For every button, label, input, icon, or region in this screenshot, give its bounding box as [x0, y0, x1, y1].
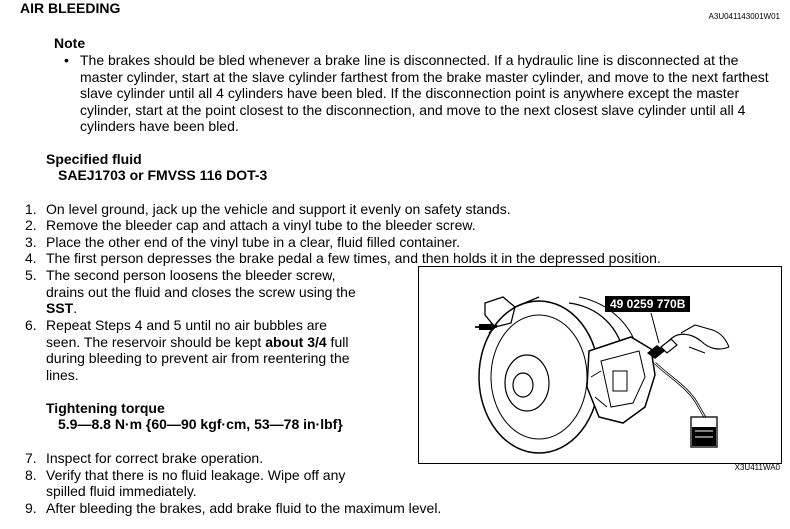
- step-number: 1.: [25, 201, 37, 217]
- note-bullet: •: [64, 52, 69, 68]
- page-title: AIR BLEEDING: [20, 0, 121, 16]
- step-number: 6.: [25, 317, 37, 333]
- step-segment: full: [326, 334, 349, 350]
- step-line: [46, 300, 77, 317]
- sst-emphasis: SST: [46, 300, 74, 316]
- step-line: Verify that there is no fluid leakage. Wipe off any: [46, 467, 346, 483]
- step-line: The second person loosens the bleeder screw,: [46, 267, 336, 283]
- document-id: A3U041143001W01: [708, 12, 780, 21]
- step-number: 8.: [25, 467, 37, 483]
- step-segment: seen. The reservoir should be kept: [46, 334, 266, 350]
- step-line: Repeat Steps 4 and 5 until no air bubbles are: [46, 317, 327, 333]
- step-text: Remove the bleeder cap and attach a vinyl tube to the bleeder screw.: [46, 217, 476, 233]
- step-line: [46, 334, 348, 351]
- brake-bleeding-illustration: [418, 266, 782, 464]
- step-number: 5.: [25, 267, 37, 283]
- step-line: drains out the fluid and closes the screw using the: [46, 284, 356, 300]
- brake-caliper-drawing: [419, 267, 781, 463]
- step-line: spilled fluid immediately.: [46, 483, 197, 499]
- step-text: Place the other end of the vinyl tube in a clear, fluid filled container.: [46, 234, 461, 250]
- step-number: 9.: [25, 500, 37, 516]
- step-number: 3.: [25, 234, 37, 250]
- torque-value: 5.9—8.8 N·m {60—90 kgf·cm, 53—78 in·lbf}: [58, 416, 343, 432]
- step-number: 4.: [25, 250, 37, 266]
- step-number: 2.: [25, 217, 37, 233]
- figure-code: X3U411WA0: [734, 463, 780, 472]
- step-text: On level ground, jack up the vehicle and support it evenly on safety stands.: [46, 201, 511, 217]
- step-text: Inspect for correct brake operation.: [46, 450, 264, 466]
- level-emphasis: about 3/4: [265, 334, 327, 350]
- note-text: The brakes should be bled whenever a brake line is disconnected. If a hydraulic line is disconnected at the master cylinder, start at the slave cylinder farthest from the brake master cylinder, and move to the next farthest slave cylinder until all 4 cylinders have been bled. If the disconnection point is anywhere except the master cylinder, start at the point closest to the disconnection, and move to the next closest slave cylinder until all 4 cylinders have been bled.: [80, 52, 769, 134]
- step-line: lines.: [46, 367, 79, 383]
- sst-label: 49 0259 770B: [605, 296, 690, 312]
- step-number: 7.: [25, 450, 37, 466]
- specified-fluid-heading: Specified fluid: [46, 151, 142, 167]
- step-text: The first person depresses the brake pedal a few times, and then holds it in the depressed position.: [46, 250, 661, 266]
- note-heading: Note: [54, 35, 86, 51]
- specified-fluid-value: SAEJ1703 or FMVSS 116 DOT-3: [58, 167, 268, 183]
- step-text: After bleeding the brakes, add brake fluid to the maximum level.: [46, 500, 442, 516]
- step-period: .: [73, 300, 78, 316]
- torque-heading: Tightening torque: [46, 400, 165, 416]
- step-line: during bleeding to prevent air from reentering the: [46, 350, 350, 366]
